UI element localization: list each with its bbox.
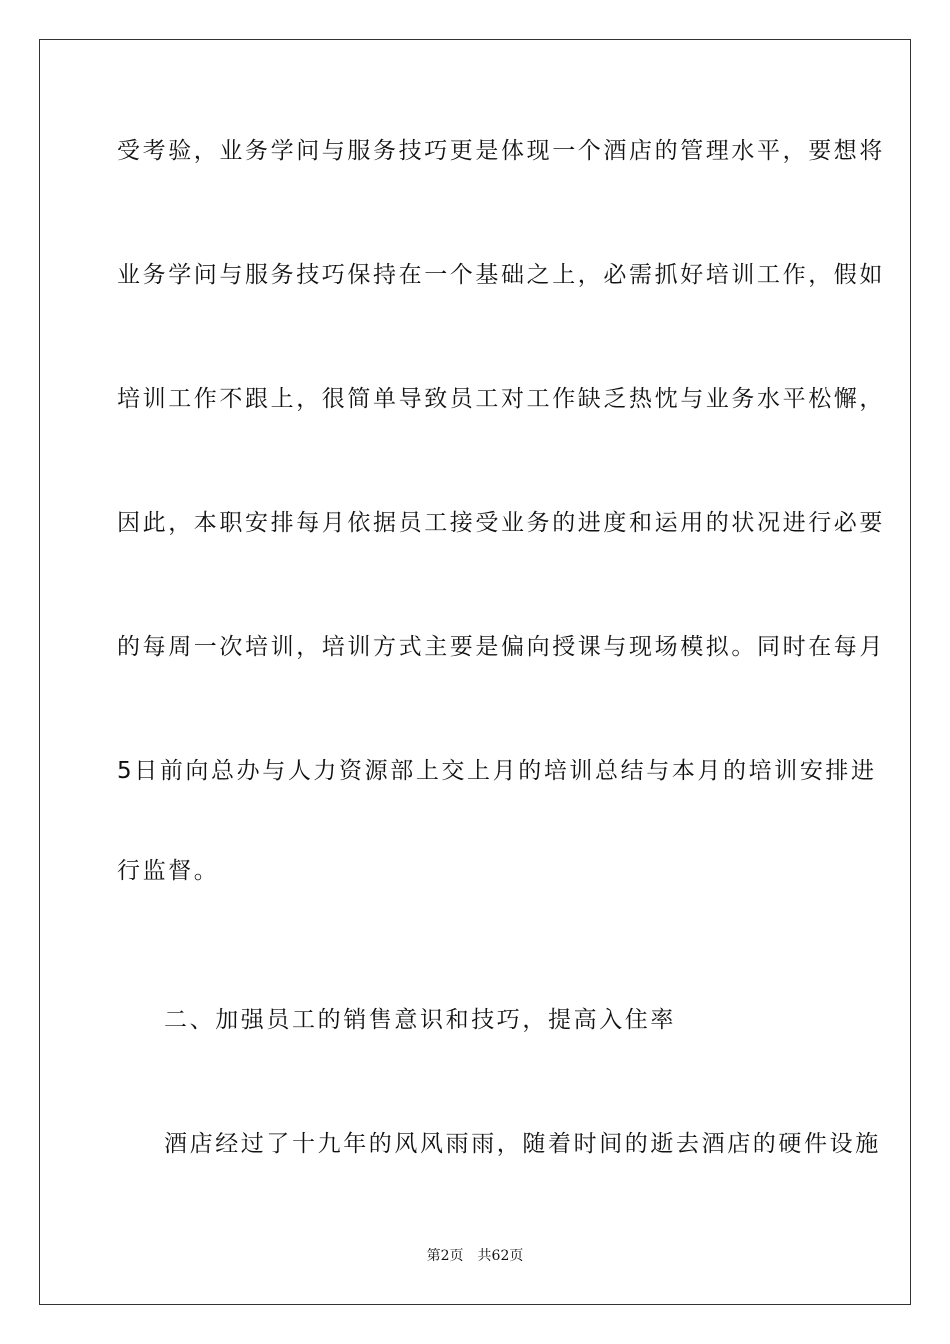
page-number: 第2页 [426, 1248, 464, 1264]
section-heading: 二、加强员工的销售意识和技巧，提高入住率 [164, 1007, 676, 1033]
body-text-line: 受考验，业务学问与服务技巧更是体现一个酒店的管理水平，要想将 [117, 138, 885, 164]
body-text-line: 酒店经过了十九年的风风雨雨，随着时间的逝去酒店的硬件设施 [164, 1131, 881, 1157]
body-text-line: 5日前向总办与人力资源部上交上月的培训总结与本月的培训安排进 [117, 758, 877, 784]
page-total: 共62页 [477, 1248, 524, 1264]
page-border [39, 39, 911, 1305]
body-text-line: 业务学问与服务技巧保持在一个基础之上，必需抓好培训工作，假如 [117, 262, 885, 288]
page-footer [0, 1247, 950, 1265]
body-text-line: 培训工作不跟上，很简单导致员工对工作缺乏热忱与业务水平松懈， [117, 386, 885, 412]
body-text-line: 的每周一次培训，培训方式主要是偏向授课与现场模拟。同时在每月 [117, 634, 885, 660]
body-text-line: 因此，本职安排每月依据员工接受业务的进度和运用的状况进行必要 [117, 510, 885, 536]
body-text-line: 行监督。 [117, 858, 220, 884]
